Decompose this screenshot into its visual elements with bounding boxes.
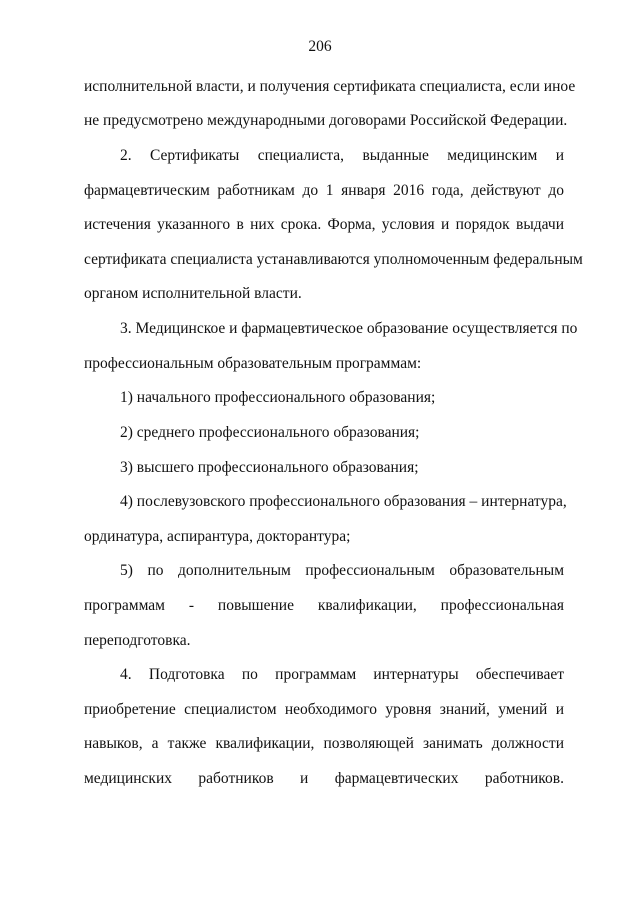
text-line: ординатура, аспирантура, докторантура; [84, 528, 351, 545]
text-line: 4. Подготовка по программам интернатуры обеспечивает [120, 666, 564, 683]
text-line: переподготовка. [84, 632, 191, 649]
text-line: фармацевтическим работникам до 1 января 2016 года, действуют до [84, 182, 564, 199]
page-number: 206 [308, 38, 332, 55]
text-line: программам - повышение квалификации, профессиональная [84, 597, 564, 614]
text-line: 2. Сертификаты специалиста, выданные медицинским и [120, 147, 564, 164]
text-line: навыков, а также квалификации, позволяющей занимать должности [84, 735, 564, 752]
text-line: медицинских работников и фармацевтических работников. [84, 770, 564, 787]
text-line: не предусмотрено международными договорами Российской Федерации. [84, 112, 568, 129]
text-line: профессиональным образовательным программам: [84, 355, 422, 372]
text-line: приобретение специалистом необходимого уровня знаний, умений и [84, 701, 564, 718]
list-item: 5) по дополнительным профессиональным образовательным [120, 562, 564, 579]
list-item: 1) начального профессионального образования; [120, 389, 436, 406]
list-item: 2) среднего профессионального образования; [120, 424, 420, 441]
list-item: 4) послевузовского профессионального образования – интернатура, [120, 493, 567, 510]
text-line: исполнительной власти, и получения сертификата специалиста, если иное [84, 78, 576, 95]
text-line: органом исполнительной власти. [84, 285, 302, 302]
text-line: сертификата специалиста устанавливаются уполномоченным федеральным [84, 251, 583, 268]
text-line: истечения указанного в них срока. Форма, условия и порядок выдачи [84, 216, 564, 233]
list-item: 3) высшего профессионального образования; [120, 459, 419, 476]
text-line: 3. Медицинское и фармацевтическое образование осуществляется по [120, 320, 578, 337]
